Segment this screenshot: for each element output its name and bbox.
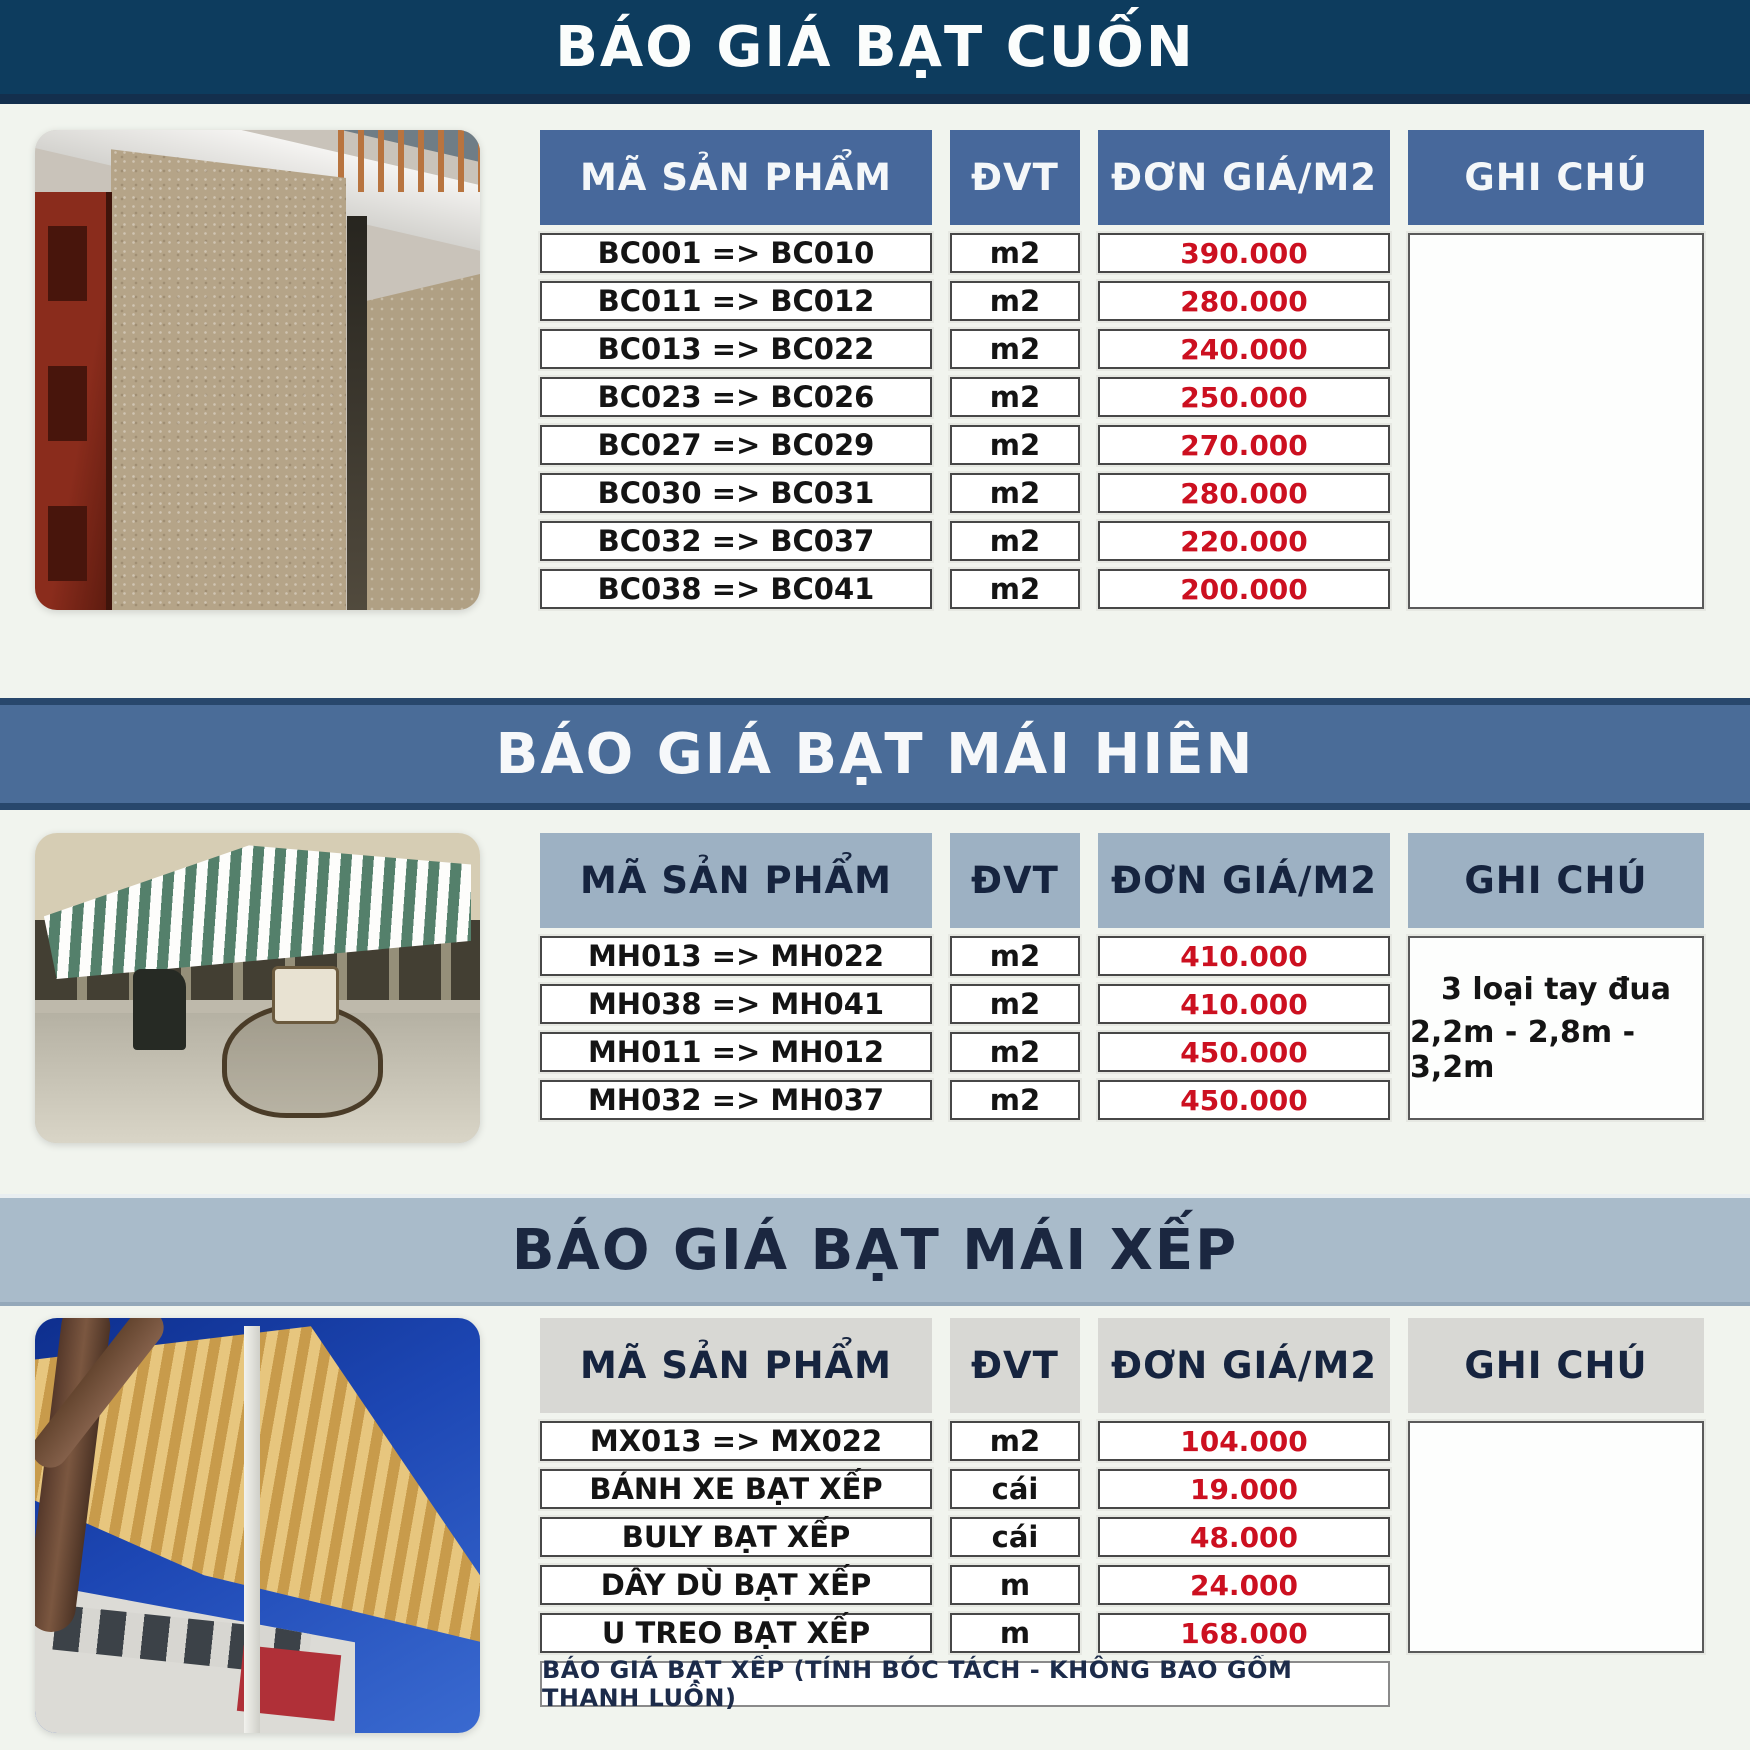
product-code-cell: MH038 => MH041 — [540, 984, 932, 1024]
price-cell: 240.000 — [1098, 329, 1390, 369]
section-title-bat-cuon — [0, 0, 1750, 104]
price-cell: 270.000 — [1098, 425, 1390, 465]
notes-box-empty — [1408, 233, 1704, 609]
note-line: 3 loại tay đua — [1441, 971, 1671, 1007]
column-header-product-code: MÃ SẢN PHẨM — [540, 1318, 932, 1413]
section-title-text: BÁO GIÁ BẠT CUỐN — [555, 14, 1195, 80]
unit-cell: cái — [950, 1517, 1080, 1557]
column-header-notes: GHI CHÚ — [1408, 130, 1704, 225]
unit-cell: m2 — [950, 521, 1080, 561]
photo-tan-blind-right — [367, 274, 480, 610]
unit-cell: m2 — [950, 1080, 1080, 1120]
product-code-cell: BC001 => BC010 — [540, 233, 932, 273]
price-table-bat-mai-xep — [540, 1318, 1704, 1733]
price-cell: 168.000 — [1098, 1613, 1390, 1653]
unit-cell: m2 — [950, 1421, 1080, 1461]
unit-cell: m2 — [950, 425, 1080, 465]
product-code-cell: BC027 => BC029 — [540, 425, 932, 465]
product-code-cell: MX013 => MX022 — [540, 1421, 932, 1461]
price-cell: 410.000 — [1098, 936, 1390, 976]
unit-cell: m — [950, 1613, 1080, 1653]
unit-cell: m2 — [950, 569, 1080, 609]
section-title-text: BÁO GIÁ BẠT MÁI XẾP — [511, 1217, 1239, 1283]
product-code-cell: BULY BẠT XẾP — [540, 1517, 932, 1557]
section-title-bat-mai-xep — [0, 1194, 1750, 1306]
column-header-notes: GHI CHÚ — [1408, 833, 1704, 928]
product-code-cell: DÂY DÙ BẠT XẾP — [540, 1565, 932, 1605]
price-cell: 410.000 — [1098, 984, 1390, 1024]
product-code-cell: BC013 => BC022 — [540, 329, 932, 369]
roll-up-awning-photo — [35, 130, 480, 610]
column-header-unit: ĐVT — [950, 130, 1080, 225]
column-header-product-code: MÃ SẢN PHẨM — [540, 833, 932, 928]
product-code-cell: BC032 => BC037 — [540, 521, 932, 561]
price-table-bat-mai-hien — [540, 833, 1704, 1143]
unit-cell: cái — [950, 1469, 1080, 1509]
unit-cell: m — [950, 1565, 1080, 1605]
table-footer-note: BÁO GIÁ BẠT XẾP (TÍNH BÓC TÁCH - KHÔNG BAO GỒM THANH LUỒN) — [540, 1661, 1390, 1707]
price-cell: 24.000 — [1098, 1565, 1390, 1605]
photo-patio-furniture — [222, 1003, 383, 1118]
product-code-cell: BC023 => BC026 — [540, 377, 932, 417]
folding-roof-awning-photo — [35, 1318, 480, 1733]
column-header-notes: GHI CHÚ — [1408, 1318, 1704, 1413]
photo-white-pole — [244, 1326, 260, 1733]
notes-box-empty — [1408, 1421, 1704, 1653]
unit-cell: m2 — [950, 329, 1080, 369]
photo-blind-gap — [347, 216, 367, 610]
product-code-cell: BÁNH XE BẠT XẾP — [540, 1469, 932, 1509]
column-header-unit: ĐVT — [950, 1318, 1080, 1413]
section-bat-mai-hien — [35, 833, 1704, 1143]
product-code-cell: MH032 => MH037 — [540, 1080, 932, 1120]
price-cell: 250.000 — [1098, 377, 1390, 417]
section-bat-cuon — [35, 130, 1704, 610]
unit-cell: m2 — [950, 936, 1080, 976]
price-cell: 280.000 — [1098, 473, 1390, 513]
product-code-cell: BC011 => BC012 — [540, 281, 932, 321]
product-code-cell: BC038 => BC041 — [540, 569, 932, 609]
price-cell: 104.000 — [1098, 1421, 1390, 1461]
product-code-cell: MH013 => MH022 — [540, 936, 932, 976]
product-code-cell: BC030 => BC031 — [540, 473, 932, 513]
column-header-unit-price: ĐƠN GIÁ/M2 — [1098, 1318, 1390, 1413]
photo-tan-blind — [111, 130, 347, 610]
unit-cell: m2 — [950, 984, 1080, 1024]
price-table-bat-cuon — [540, 130, 1704, 610]
price-cell: 220.000 — [1098, 521, 1390, 561]
photo-grill-silhouette — [133, 969, 186, 1050]
price-cell: 450.000 — [1098, 1080, 1390, 1120]
note-line: 2,2m - 2,8m - 3,2m — [1410, 1014, 1636, 1085]
notes-box-tay-dua — [1408, 936, 1704, 1120]
product-code-cell: U TREO BẠT XẾP — [540, 1613, 932, 1653]
column-header-unit-price: ĐƠN GIÁ/M2 — [1098, 130, 1390, 225]
unit-cell: m2 — [950, 233, 1080, 273]
price-cell: 200.000 — [1098, 569, 1390, 609]
price-cell: 280.000 — [1098, 281, 1390, 321]
price-cell: 390.000 — [1098, 233, 1390, 273]
unit-cell: m2 — [950, 473, 1080, 513]
section-title-bat-mai-hien — [0, 698, 1750, 810]
price-cell: 450.000 — [1098, 1032, 1390, 1072]
unit-cell: m2 — [950, 1032, 1080, 1072]
unit-cell: m2 — [950, 377, 1080, 417]
section-title-text: BÁO GIÁ BẠT MÁI HIÊN — [495, 721, 1255, 787]
section-bat-mai-xep — [35, 1318, 1704, 1733]
photo-red-door — [35, 192, 112, 610]
price-cell: 19.000 — [1098, 1469, 1390, 1509]
price-cell: 48.000 — [1098, 1517, 1390, 1557]
column-header-product-code: MÃ SẢN PHẨM — [540, 130, 932, 225]
striped-patio-awning-photo — [35, 833, 480, 1143]
photo-balcony-rail — [338, 130, 480, 192]
column-header-unit-price: ĐƠN GIÁ/M2 — [1098, 833, 1390, 928]
product-code-cell: MH011 => MH012 — [540, 1032, 932, 1072]
column-header-unit: ĐVT — [950, 833, 1080, 928]
unit-cell: m2 — [950, 281, 1080, 321]
